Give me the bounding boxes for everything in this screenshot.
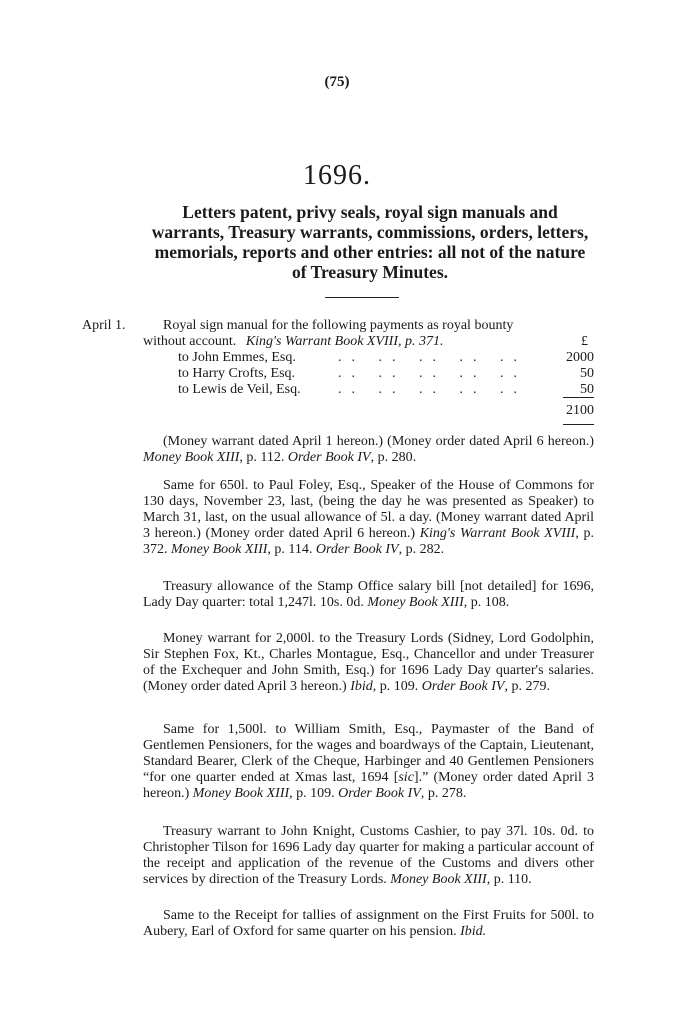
paragraph-gentlemen-pensioners (143, 722, 594, 802)
paragraph-text: , p. 112. (239, 450, 288, 465)
book-reference: Money Book XIII (367, 595, 464, 610)
paragraph-text: , p. 372. (143, 526, 594, 557)
sic-note: sic (398, 770, 414, 785)
paragraph-text: Same to the Receipt for tallies of assignment on the First Fruits for 500l. to Aubery, Earl of Oxford for same quarter on his pension. (143, 908, 594, 939)
paragraph-stamp-office (143, 579, 594, 611)
paragraph-text: , p. 108. (463, 595, 510, 610)
book-reference: King's Warrant Book XVIII, p. 371. (245, 334, 444, 349)
book-reference: Order Book IV (287, 450, 371, 465)
payee-name: to John Emmes, Esq. (178, 350, 296, 365)
entry-line: Royal sign manual for the following payments as royal bounty (163, 318, 514, 333)
heading-rule (325, 297, 399, 298)
paragraph-text: , p. 282. (398, 542, 445, 557)
paragraph-text: , p. 278. (420, 786, 467, 801)
paragraph-customs-cashier (143, 824, 594, 888)
book-reference: Money Book XIII (171, 542, 268, 557)
payment-amount: 50 (580, 382, 594, 397)
paragraph-paul-foley (143, 478, 594, 558)
entry-text: without account. (143, 334, 237, 349)
paragraph-text: , p. 109. (289, 786, 339, 801)
book-reference: Order Book IV (421, 679, 505, 694)
sum-rule-top (563, 397, 594, 398)
book-reference: Money Book XIII (390, 872, 487, 887)
payee-name: to Harry Crofts, Esq. (178, 366, 296, 381)
payment-row (143, 382, 594, 398)
payment-row (143, 350, 594, 366)
book-reference: Ibid. (460, 924, 487, 939)
paragraph-text: , p. 280. (370, 450, 417, 465)
paragraph-text: Same for 650l. to Paul Foley, Esq., Speaker of the House of Commons for 130 days, November 23, last, (being the day he was presented as Speaker) to March 31, last, on the usual allowance of 5l. a day. (Money warrant dated April 3 hereon.) (Money order dated April 6 hereon.) (143, 478, 594, 541)
book-reference: Order Book IV (338, 786, 421, 801)
payment-row (143, 366, 594, 382)
paragraph-text: ].” (Money order dated April 3 hereon.) (143, 770, 594, 801)
year-heading: 1696. (303, 160, 371, 191)
payment-amount: 2000 (566, 350, 594, 365)
paragraph-text: , p. 279. (504, 679, 550, 694)
paragraph-text: , p. 114. (267, 542, 316, 557)
currency-symbol: £ (581, 334, 588, 349)
payee-name: to Lewis de Veil, Esq. (178, 382, 301, 397)
paragraph-text: Treasury allowance of the Stamp Office salary bill [not detailed] for 1696, Lady Day quarter: total 1,247l. 10s. 0d. (143, 579, 594, 610)
payment-amount: 50 (580, 366, 594, 381)
book-reference: Order Book IV (315, 542, 399, 557)
book-reference: Money Book XIII (143, 450, 240, 465)
paragraph-text: Money warrant for 2,000l. to the Treasury Lords (Sidney, Lord Godolphin, Sir Stephen Fox, Kt., Charles Montague, Esq., Chancellor and under Treasurer of the Exchequer and John Smith, Esq.) for 1696 Lady Day quarter's salaries. (Money order dated April 3 hereon.) (143, 631, 594, 694)
sum-rule-bottom (563, 424, 594, 425)
paragraph-text: (Money warrant dated April 1 hereon.) (Money order dated April 6 hereon.) (163, 434, 594, 449)
book-reference: King's Warrant Book XVIII (419, 526, 576, 541)
book-reference: Ibid (350, 679, 373, 694)
paragraph-first-fruits (143, 908, 594, 940)
book-reference: Money Book XIII (192, 786, 290, 801)
payment-total: 2100 (566, 403, 594, 418)
paragraph-text: , p. 110. (486, 872, 532, 887)
paragraph-treasury-lords (143, 631, 594, 695)
leader-dots: .. .. .. .. .. (338, 366, 527, 381)
leader-dots: .. .. .. .. .. (338, 382, 527, 397)
paragraph-text: Same for 1,500l. to William Smith, Esq., Paymaster of the Band of Gentlemen Pensioners, for the wages and boardways of the Captain, Lieutenant, Standard Bearer, Clerk of the Cheque, Harbinger and 40 Gentlemen Pensioners “for one quarter ended at Xmas last, 1694 [ (143, 722, 594, 785)
margin-date: April 1. (82, 318, 126, 333)
entry-royal-sign-manual (143, 318, 594, 398)
paragraph-text: Treasury warrant to John Knight, Customs Cashier, to pay 37l. 10s. 0d. to Christopher Tilson for 1696 Lady day quarter for making a particular account of the receipt and application of the revenue of the Customs and divers other services by direction of the Treasury Lords. (143, 824, 594, 887)
section-heading: Letters patent, privy seals, royal sign manuals and warrants, Treasury warrants, commissions, orders, letters, memorials, reports and other entries: all not of the nature of Treasury Minutes. (151, 202, 589, 282)
leader-dots: .. .. .. .. .. (338, 350, 527, 365)
page-number: (75) (324, 74, 350, 90)
entry-line (143, 334, 594, 350)
paragraph-text: , p. 109. (372, 679, 422, 694)
paragraph-money-warrant-note (143, 434, 594, 466)
